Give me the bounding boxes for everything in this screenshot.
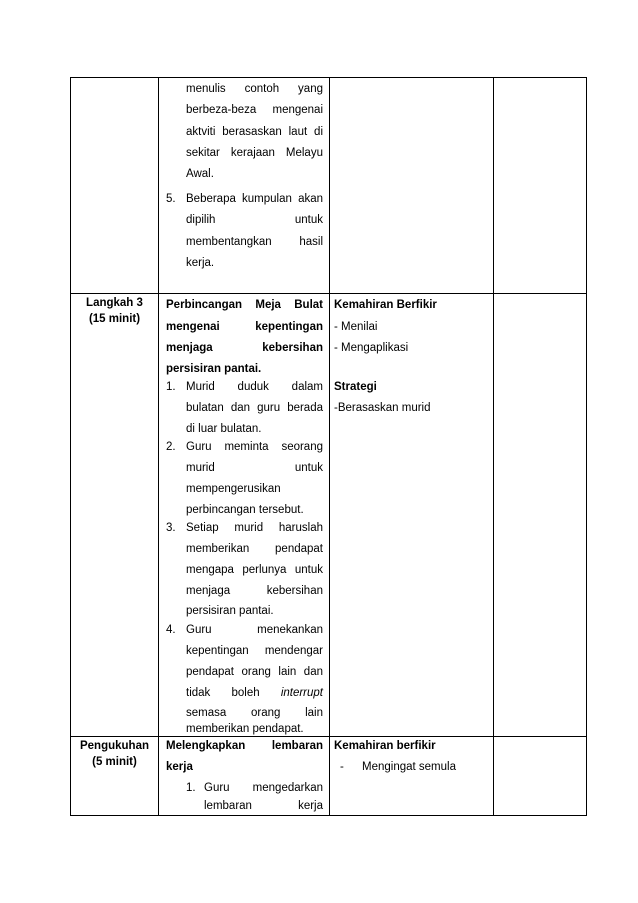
row1-item5-line-1: Beberapa kumpulan akan (186, 193, 323, 205)
row3-step-time: (5 minit) (92, 756, 137, 768)
row2-item1-number: 1. (166, 381, 176, 393)
row2-item4-line-1: Guru menekankan (186, 624, 323, 636)
row2-step-title: Langkah 3 (86, 297, 143, 309)
row2-item4-line-6: memberikan pendapat. (186, 723, 304, 735)
row2-skills-heading: Kemahiran Berfikir (334, 299, 437, 311)
row2-item4-line-4: tidak boleh interrupt (186, 687, 323, 699)
row2-item3-line-4: menjaga kebersihan (186, 585, 323, 597)
row2-item2-line-3: mempengerusikan (186, 483, 281, 495)
row2-item2-line-4: perbincangan tersebut. (186, 504, 304, 516)
row3-heading-line-2: kerja (166, 761, 193, 773)
row2-heading-line-2: mengenai kepentingan (166, 321, 323, 333)
row2-item1-line-3: di luar bulatan. (186, 423, 262, 435)
row3-item1-number: 1. (186, 782, 196, 794)
table-right-border (586, 77, 587, 816)
row2-strategy-heading: Strategi (334, 381, 377, 393)
row2-item3-line-3: mengapa perlunya untuk (186, 564, 323, 576)
row1-item5-line-2: dipilih untuk (186, 214, 323, 226)
row2-heading-line-1: Perbincangan Meja Bulat (166, 299, 323, 311)
row2-skill-2: - Mengaplikasi (334, 342, 409, 354)
column-divider-1 (158, 77, 159, 816)
row3-skill-dash: - (340, 761, 344, 773)
row1-item5-line-4: kerja. (186, 257, 215, 269)
row2-item4-line-2: kepentingan mendengar (186, 645, 323, 657)
row2-skill-1: - Menilai (334, 321, 378, 333)
row2-item1-line-1: Murid duduk dalam (186, 381, 323, 393)
row2-item3-number: 3. (166, 522, 176, 534)
row2-heading-line-3: menjaga kebersihan (166, 342, 323, 354)
row2-strategy: -Berasaskan murid (334, 402, 431, 414)
column-divider-2 (329, 77, 330, 816)
row2-heading-line-4: persisiran pantai. (166, 363, 262, 375)
table-left-border (70, 77, 71, 816)
row2-item3-line-2: memberikan pendapat (186, 543, 323, 555)
row3-heading-line-1: Melengkapkan lembaran (166, 740, 323, 752)
row2-item2-line-2: murid untuk (186, 462, 323, 474)
row2-item4-line-3: pendapat orang lain dan (186, 666, 323, 678)
row1-line-1: menulis contoh yang (186, 83, 323, 95)
row2-item4-line-5: semasa orang lain (186, 707, 323, 719)
row1-line-5: Awal. (186, 168, 214, 180)
row1-line-2: berbeza-beza mengenai (186, 104, 323, 116)
row1-line-4: sekitar kerajaan Melayu (186, 147, 323, 159)
row3-item1-line-2: lembaran kerja (204, 800, 323, 812)
row3-item1-line-1: Guru mengedarkan (204, 782, 323, 794)
row3-skills-heading: Kemahiran berfikir (334, 740, 436, 752)
row2-item1-line-2: bulatan dan guru berada (186, 402, 323, 414)
row3-skill: Mengingat semula (362, 761, 456, 773)
row1-item5-line-3: membentangkan hasil (186, 236, 323, 248)
row2-step-time: (15 minit) (88, 313, 141, 325)
row2-item2-number: 2. (166, 441, 176, 453)
row3-step-title: Pengukuhan (79, 740, 149, 752)
column-divider-3 (493, 77, 494, 816)
row1-line-3: aktviti berasaskan laut di (186, 126, 323, 138)
row2-item3-line-1: Setiap murid haruslah (186, 522, 323, 534)
row2-item2-line-1: Guru meminta seorang (186, 441, 323, 453)
row1-item5-number: 5. (166, 193, 176, 205)
row2-item3-line-5: persisiran pantai. (186, 605, 274, 617)
row2-item4-number: 4. (166, 624, 176, 636)
